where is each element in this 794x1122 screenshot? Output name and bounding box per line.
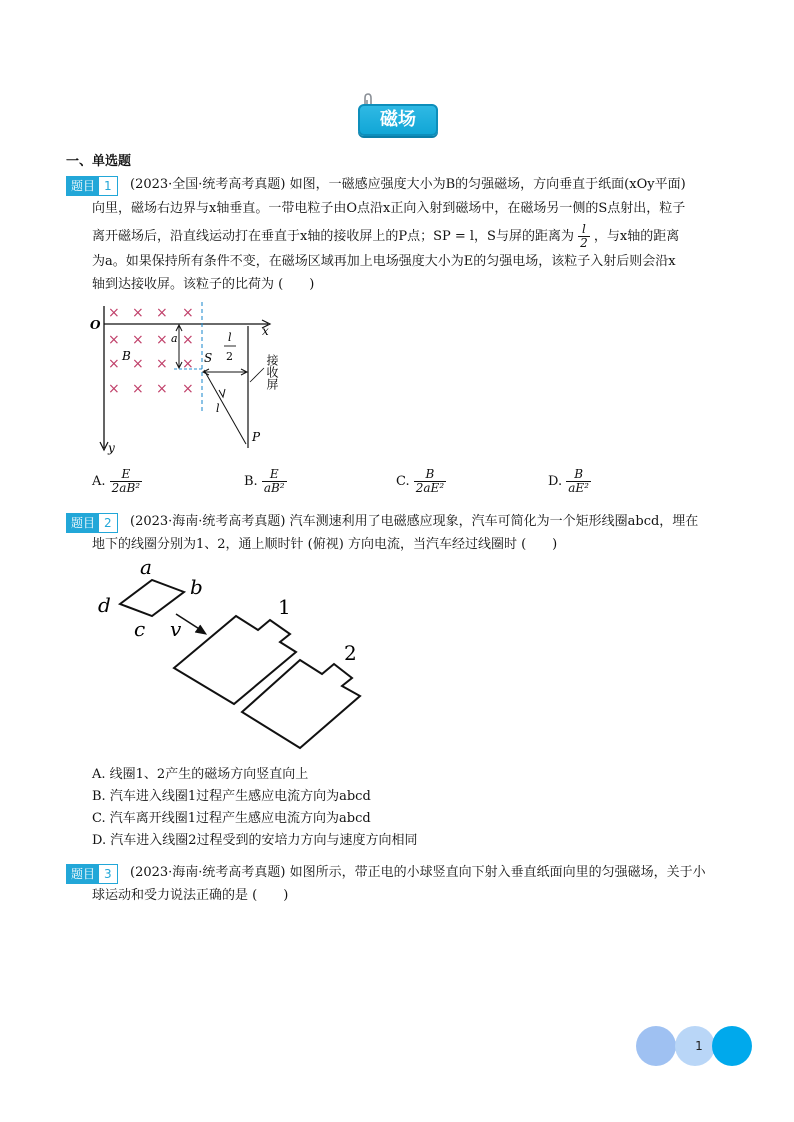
question-number: 2 xyxy=(99,514,117,532)
half-l-den: 2 xyxy=(226,350,233,363)
y-axis-label: y xyxy=(108,441,115,455)
question-tag: 题目 xyxy=(67,865,99,883)
q1-line-4: 为a。如果保持所有条件不变，在磁场区域再加上电场强度大小为E的匀强电场，该粒子入射后则会沿x xyxy=(92,254,676,269)
point-p-label: P xyxy=(252,430,261,444)
screen-label: 接收屏 xyxy=(265,354,279,390)
q1-line-3-text: 离开磁场后，沿直线运动打在垂直于x轴的接收屏上的P点；SP = l，S与屏的距离为 xyxy=(92,229,574,244)
field-cross: × xyxy=(132,356,144,372)
field-cross: × xyxy=(156,305,168,321)
question-label-1 xyxy=(66,176,118,196)
q1-line-5: 轴到达接收屏。该粒子的比荷为 ( ) xyxy=(92,277,315,292)
page-indicator xyxy=(636,1026,756,1070)
x-axis-label: x xyxy=(262,324,269,338)
field-cross: × xyxy=(108,356,120,372)
corner-b-label: b xyxy=(190,575,203,599)
field-cross: × xyxy=(182,356,194,372)
q1-line-2: 向里，磁场右边界与x轴垂直。一带电粒子由O点沿x正向入射到磁场中，在磁场另一侧的S点射出，粒子 xyxy=(92,201,686,216)
field-cross: × xyxy=(182,381,194,397)
corner-c-label: c xyxy=(134,617,146,641)
velocity-label: v xyxy=(170,617,182,641)
page-dot-light xyxy=(636,1026,676,1066)
choice-c[interactable]: C. 汽车离开线圈1过程产生感应电流方向为abcd xyxy=(92,811,371,826)
choice-b[interactable]: B. 汽车进入线圈1过程产生感应电流方向为abcd xyxy=(92,789,371,804)
field-cross: × xyxy=(156,381,168,397)
page-title: 磁场 xyxy=(358,104,438,136)
field-cross: × xyxy=(108,381,120,397)
origin-label: O xyxy=(90,318,101,332)
field-cross: × xyxy=(108,305,120,321)
option-c[interactable]: C. $\frac{B}{\text{2aE²}}$ xyxy=(396,467,445,495)
q1-line-3-tail: ，与x轴的距离 xyxy=(593,229,680,244)
option-fraction: $\frac{B}{\text{aE²}}$ xyxy=(568,467,589,495)
question-number: 1 xyxy=(99,177,117,195)
title-badge xyxy=(354,96,442,142)
question-tag: 题目 xyxy=(67,177,99,195)
choice-d[interactable]: D. 汽车进入线圈2过程受到的安培力方向与速度方向相同 xyxy=(92,833,418,848)
point-s-label: S xyxy=(204,351,213,365)
q1-line-1: (2023·全国·统考高考真题) 如图，一磁感应强度大小为B的匀强磁场，方向垂直于纸面(xOy平面) xyxy=(130,177,686,192)
corner-d-label: d xyxy=(98,593,111,617)
option-d[interactable]: D. $\frac{B}{\text{aE²}}$ xyxy=(548,467,589,495)
field-cross: × xyxy=(132,332,144,348)
distance-a-label: a xyxy=(171,332,178,345)
field-cross: × xyxy=(108,332,120,348)
field-cross: × xyxy=(132,381,144,397)
page-number: 1 xyxy=(695,1039,703,1053)
section-heading: 一、单选题 xyxy=(66,154,132,169)
question-label-2 xyxy=(66,513,118,533)
field-cross: × xyxy=(182,305,194,321)
option-a[interactable]: A. $\frac{E}{\text{2aB²}}$ xyxy=(92,467,141,495)
q2-line-2: 地下的线圈分别为1、2，通上顺时针 (俯视) 方向电流，当汽车经过线圈时 ( ) xyxy=(92,537,558,552)
corner-a-label: a xyxy=(140,556,152,579)
coil-2-label: 2 xyxy=(344,641,357,665)
option-fraction: $\frac{E}{\text{aB²}}$ xyxy=(263,467,285,495)
question-label-3 xyxy=(66,864,118,884)
field-cross: × xyxy=(132,305,144,321)
question-tag: 题目 xyxy=(67,514,99,532)
path-l-label: l xyxy=(216,402,220,415)
field-cross: × xyxy=(156,332,168,348)
field-cross: × xyxy=(156,356,168,372)
option-fraction: $\frac{B}{\text{2aE²}}$ xyxy=(415,467,445,495)
coil-figure xyxy=(90,556,380,756)
choice-a[interactable]: A. 线圈1、2产生的磁场方向竖直向上 xyxy=(92,767,309,782)
q3-line-1: (2023·海南·统考高考真题) 如图所示，带正电的小球竖直向下射入垂直纸面向里的匀强磁场，关于小 xyxy=(130,865,706,880)
half-l-num: l xyxy=(228,331,232,344)
inline-fraction: $\frac{l}{2}$ xyxy=(580,222,588,250)
magnetic-field-figure xyxy=(86,298,306,458)
coil-1-label: 1 xyxy=(278,595,291,619)
option-fraction: $\frac{E}{\text{2aB²}}$ xyxy=(111,467,141,495)
option-b[interactable]: B. $\frac{E}{\text{aB²}}$ xyxy=(244,467,285,495)
q1-line-3 xyxy=(92,223,679,250)
q2-line-1: (2023·海南·统考高考真题) 汽车测速利用了电磁感应现象，汽车可简化为一个矩形线圈abcd，埋在 xyxy=(130,514,699,529)
field-cross: × xyxy=(182,332,194,348)
question-number: 3 xyxy=(99,865,117,883)
field-label: B xyxy=(122,349,131,363)
q3-line-2: 球运动和受力说法正确的是 ( ) xyxy=(92,888,289,903)
